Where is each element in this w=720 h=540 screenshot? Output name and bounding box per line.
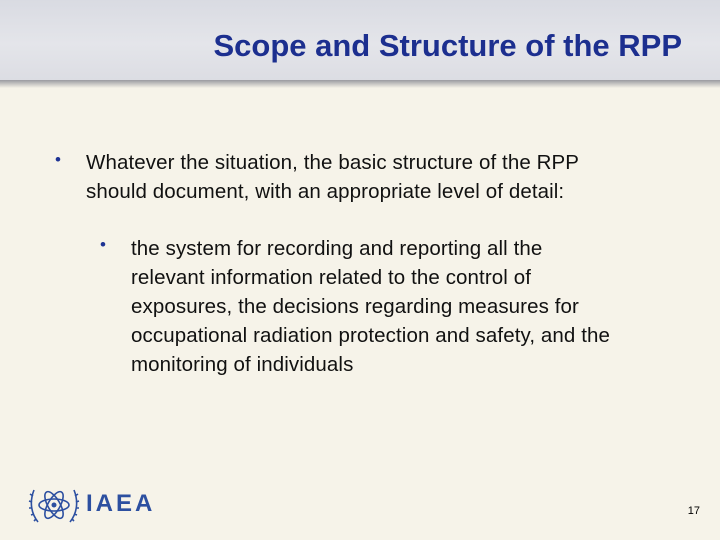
bullet-text <box>86 148 579 206</box>
title-bar-shadow <box>0 80 720 88</box>
iaea-logo-text: IAEA <box>86 490 156 517</box>
bullet-line: Whatever the situation, the basic structure of the RPP <box>86 151 580 174</box>
sub-bullet-line: relevant information related to the control of <box>131 266 532 289</box>
sub-bullet-line: exposures, the decisions regarding measures for <box>131 295 579 318</box>
sub-bullet-line: monitoring of individuals <box>131 353 354 376</box>
sub-bullet-line: occupational radiation protection and safety, and the <box>131 324 611 347</box>
page-number: 17 <box>687 505 700 517</box>
slide-title: Scope and Structure of the RPP <box>213 28 682 63</box>
bullet-line: should document, with an appropriate level of detail: <box>86 180 565 203</box>
sub-bullet-text <box>131 234 610 379</box>
bullet-marker: • <box>55 150 61 169</box>
iaea-emblem-icon <box>28 480 80 530</box>
sub-bullet-line: the system for recording and reporting all the <box>131 237 543 260</box>
sub-bullet-marker: • <box>100 235 106 254</box>
